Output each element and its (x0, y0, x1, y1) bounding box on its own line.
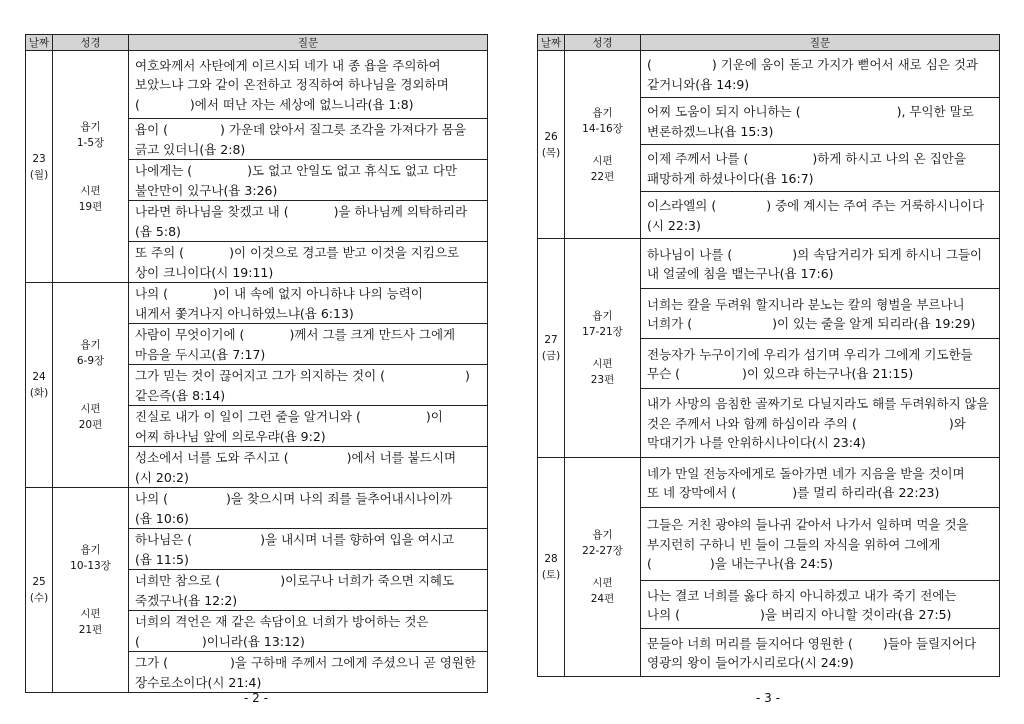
header-question: 질문 (641, 35, 1000, 51)
question-text: ( (647, 556, 652, 572)
question-text: 하나님이 나를 ( (647, 246, 733, 262)
question-cell (641, 508, 1000, 581)
question-text: )이 있는 줄을 알게 되리라(욥 19:29) (772, 316, 976, 331)
reading-book: 욥기 (592, 106, 613, 119)
psalm-number: 24편 (590, 593, 615, 605)
weekday: (목) (541, 146, 561, 159)
weekday: (월) (29, 168, 49, 181)
question-cell (129, 365, 488, 406)
day-number: 25 (32, 576, 46, 588)
question-text: 욥이 ( (135, 122, 169, 137)
left-page (25, 34, 488, 693)
question-text: 어찌 도움이 되지 아니하는 ( (647, 104, 801, 119)
question-text: (욥 10:6) (135, 510, 189, 526)
question-cell (129, 529, 488, 570)
question-cell (129, 51, 488, 119)
question-cell (641, 458, 1000, 508)
header-row (26, 35, 488, 51)
reading-cell (565, 239, 641, 458)
psalm-number: 22편 (590, 170, 615, 183)
question-text: ), 무익한 말로 (896, 104, 974, 119)
reading-chapters: 10-13장 (70, 560, 111, 572)
question-cell (129, 324, 488, 365)
question-text: 여호와께서 사탄에게 이르시되 네가 내 종 욥을 주의하여 (135, 57, 441, 73)
question-cell (641, 289, 1000, 339)
question-text: 내가 사망의 음침한 골짜기로 다닐지라도 해를 두려워하지 않을 (647, 396, 989, 412)
question-cell (129, 283, 488, 324)
question-row (26, 51, 488, 119)
question-text: (욥 5:8) (135, 223, 181, 239)
question-text: 내게서 쫓겨나지 아니하였느냐(욥 6:13) (135, 305, 354, 321)
question-text: 같은즉(욥 8:14) (135, 387, 226, 403)
reading-book: 욥기 (80, 120, 101, 133)
question-text: )께서 그를 크게 만드사 그에게 (289, 327, 456, 342)
question-cell (641, 145, 1000, 192)
question-text: 어찌 하나님 앞에 의로우랴(욥 9:2) (135, 428, 326, 444)
question-text: )을 내는구나(욥 24:5) (709, 556, 833, 572)
psalm-label: 시편 (592, 358, 613, 370)
header-date: 날짜 (26, 35, 53, 51)
question-text: 또 주의 ( (135, 245, 185, 260)
question-text: 마음을 두시고(욥 7:17) (135, 346, 266, 362)
question-cell (129, 652, 488, 693)
reading-book: 욥기 (80, 544, 101, 556)
question-text: (시 20:2) (135, 469, 189, 485)
date-cell (26, 51, 53, 283)
question-text: 그가 ( (135, 655, 169, 670)
question-text: )이 있으랴 하는구나(욥 21:15) (742, 366, 914, 381)
question-text: 불안만이 있구나(욥 3:26) (135, 182, 278, 198)
question-text: )을 찾으시며 나의 죄를 들추어내시나이까 (226, 491, 453, 506)
reading-chapters: 14-16장 (582, 122, 623, 135)
psalm-number: 23편 (590, 374, 615, 386)
question-text: ) (465, 368, 470, 383)
quiz-table-left (25, 34, 488, 693)
question-text: 긁고 있더니(욥 2:8) (135, 141, 246, 157)
weekday: (수) (29, 592, 49, 604)
reading-book: 욥기 (80, 339, 101, 351)
header-book: 성경 (53, 35, 129, 51)
question-text: 너희가 ( (647, 316, 693, 331)
question-cell (641, 51, 1000, 98)
question-cell (129, 119, 488, 160)
question-text: 변론하겠느냐(욥 15:3) (647, 123, 774, 139)
question-cell (129, 570, 488, 611)
psalm-label: 시편 (592, 577, 613, 589)
question-row (538, 51, 1000, 98)
question-text: 또 네 장막에서 ( (647, 485, 737, 500)
psalm-number: 19편 (78, 200, 103, 213)
question-text: )와 (948, 415, 966, 431)
question-text: )들아 들릴지어다 (882, 635, 977, 651)
question-cell (129, 242, 488, 283)
weekday: (금) (541, 350, 561, 362)
question-text: )의 속담거리가 되게 하시니 그들이 (792, 246, 983, 262)
question-text: )이 이것으로 경고를 받고 이것을 지킴으로 (229, 245, 460, 260)
question-text: 내 얼굴에 침을 뱉는구나(욥 17:6) (647, 266, 834, 281)
question-text: 나는 결코 너희를 옳다 하지 아니하겠고 내가 죽기 전에는 (647, 587, 957, 603)
header-row (538, 35, 1000, 51)
reading-cell (53, 488, 129, 693)
question-text: 영광의 왕이 들어가시리로다(시 24:9) (647, 655, 854, 670)
question-text: )에서 떠난 자는 세상에 없느니라(욥 1:8) (189, 96, 414, 112)
question-text: )을 내시며 너를 향하여 입을 여시고 (260, 532, 454, 547)
weekday: (화) (29, 387, 49, 399)
reading-cell (53, 283, 129, 488)
question-cell (129, 406, 488, 447)
date-cell (26, 488, 53, 693)
reading-chapters: 22-27장 (582, 545, 623, 557)
question-text: 같거니와(욥 14:9) (647, 76, 750, 92)
question-text: 사람이 무엇이기에 ( (135, 327, 245, 342)
question-cell (641, 389, 1000, 458)
question-text: 그가 믿는 것이 끊어지고 그가 의지하는 것이 ( (135, 368, 386, 383)
question-text: )에서 너를 붙드시며 (346, 450, 457, 465)
question-text: 그들은 거친 광야의 들나귀 같아서 나가서 일하며 먹을 것을 (647, 517, 969, 533)
psalm-label: 시편 (592, 154, 613, 167)
question-row (538, 239, 1000, 289)
date-cell (26, 283, 53, 488)
question-row (538, 458, 1000, 508)
page-number-left: - 2 - (244, 691, 268, 705)
header-book: 성경 (565, 35, 641, 51)
header-date: 날짜 (538, 35, 565, 51)
question-text: )하게 하시고 나의 온 집안을 (812, 151, 966, 166)
question-text: ( (135, 96, 140, 112)
day-number: 28 (544, 553, 558, 565)
question-row (26, 488, 488, 529)
reading-cell (565, 51, 641, 239)
question-text: )이로구나 너희가 죽으면 지혜도 (280, 573, 455, 588)
day-number: 26 (544, 130, 558, 143)
psalm-number: 21편 (78, 624, 103, 636)
question-text: )이 내 속에 없지 아니하냐 나의 능력이 (213, 286, 423, 301)
question-text: 이스라엘의 ( (647, 198, 717, 213)
date-cell (538, 51, 565, 239)
question-text: ) 중에 계시는 주여 주는 거룩하시니이다 (766, 198, 985, 213)
question-cell (641, 239, 1000, 289)
question-text: 문들아 너희 머리를 들지어다 영원한 ( (647, 635, 853, 651)
question-text: 나의 ( (647, 607, 681, 622)
weekday: (토) (541, 569, 561, 581)
page-number-right: - 3 - (756, 691, 780, 705)
reading-cell (565, 458, 641, 677)
question-text: ( (647, 57, 652, 72)
question-text: (시 22:3) (647, 217, 701, 233)
question-text: )이 (425, 409, 443, 424)
psalm-label: 시편 (80, 403, 101, 415)
question-text: )을 버리지 아니할 것이라(욥 27:5) (760, 607, 952, 622)
date-cell (538, 458, 565, 677)
psalm-number: 20편 (78, 419, 103, 431)
question-text: ( (135, 633, 140, 649)
question-text: )이니라(욥 13:12) (201, 633, 305, 649)
question-text: 나라면 하나님을 찾겠고 내 ( (135, 204, 289, 219)
question-text: ) 기운에 움이 돋고 가지가 뻗어서 새로 심은 것과 (711, 57, 978, 72)
question-text: (욥 11:5) (135, 551, 189, 567)
reading-cell (53, 51, 129, 283)
question-text: 이제 주께서 나를 ( (647, 151, 749, 166)
reading-book: 욥기 (592, 310, 613, 322)
question-cell (129, 447, 488, 488)
quiz-table-right (537, 34, 1000, 677)
question-text: 부지런히 구하니 빈 들이 그들의 자식을 위하여 그에게 (647, 536, 941, 552)
question-text: ) 가운데 앉아서 질그릇 조각을 가져다가 몸을 (220, 122, 467, 137)
question-cell (129, 160, 488, 201)
header-question: 질문 (129, 35, 488, 51)
question-text: 나에게는 ( (135, 163, 193, 178)
reading-chapters: 1-5장 (76, 136, 105, 149)
question-text: 무슨 ( (647, 366, 681, 381)
question-row (26, 283, 488, 324)
question-cell (641, 98, 1000, 145)
question-cell (129, 611, 488, 652)
question-text: 성소에서 너를 도와 주시고 ( (135, 450, 289, 465)
psalm-label: 시편 (80, 608, 101, 620)
question-text: )을 하나님께 의탁하리라 (333, 204, 468, 219)
reading-book: 욥기 (592, 529, 613, 541)
question-cell (129, 488, 488, 529)
question-cell (641, 629, 1000, 677)
right-page (537, 34, 1000, 677)
question-text: 것은 주께서 나와 함께 하심이라 주의 ( (647, 415, 857, 431)
question-text: 장수로소이다(시 21:4) (135, 674, 262, 690)
question-text: 너희만 참으로 ( (135, 573, 221, 588)
question-text: 네가 만일 전능자에게로 돌아가면 네가 지음을 받을 것이며 (647, 465, 965, 481)
question-text: 진실로 내가 이 일이 그런 줄을 알거니와 ( (135, 409, 361, 424)
psalm-label: 시편 (80, 184, 101, 197)
question-text: 너희는 칼을 두려워 할지니라 분노는 칼의 형벌을 부르나니 (647, 296, 965, 312)
question-text: )을 구하매 주께서 그에게 주셨으니 곧 영원한 (230, 655, 477, 670)
question-cell (641, 192, 1000, 239)
reading-chapters: 17-21장 (582, 326, 623, 338)
day-number: 24 (32, 371, 46, 383)
question-text: 패망하게 하셨나이다(욥 16:7) (647, 170, 814, 186)
question-text: 상이 크니이다(시 19:11) (135, 264, 274, 280)
question-text: )를 멀리 하리라(욥 22:23) (792, 485, 940, 500)
question-text: 하나님은 ( (135, 532, 193, 547)
question-text: 막대기가 나를 안위하시나이다(시 23:4) (647, 435, 866, 451)
question-text: 죽겠구나(욥 12:2) (135, 592, 238, 608)
question-text: 너희의 격언은 재 같은 속담이요 너희가 방어하는 것은 (135, 614, 429, 629)
day-number: 23 (32, 152, 46, 165)
day-number: 27 (544, 334, 558, 346)
question-text: 보았느냐 그와 같이 온전하고 정직하여 하나님을 경외하며 (135, 77, 449, 93)
question-text: 나의 ( (135, 491, 169, 506)
question-cell (641, 581, 1000, 629)
question-text: )도 없고 안일도 없고 휴식도 없고 다만 (247, 163, 457, 178)
reading-chapters: 6-9장 (76, 355, 105, 367)
question-text: 나의 ( (135, 286, 169, 301)
question-cell (129, 201, 488, 242)
date-cell (538, 239, 565, 458)
question-text: 전능자가 누구이기에 우리가 섬기며 우리가 그에게 기도한들 (647, 346, 973, 362)
question-cell (641, 339, 1000, 389)
